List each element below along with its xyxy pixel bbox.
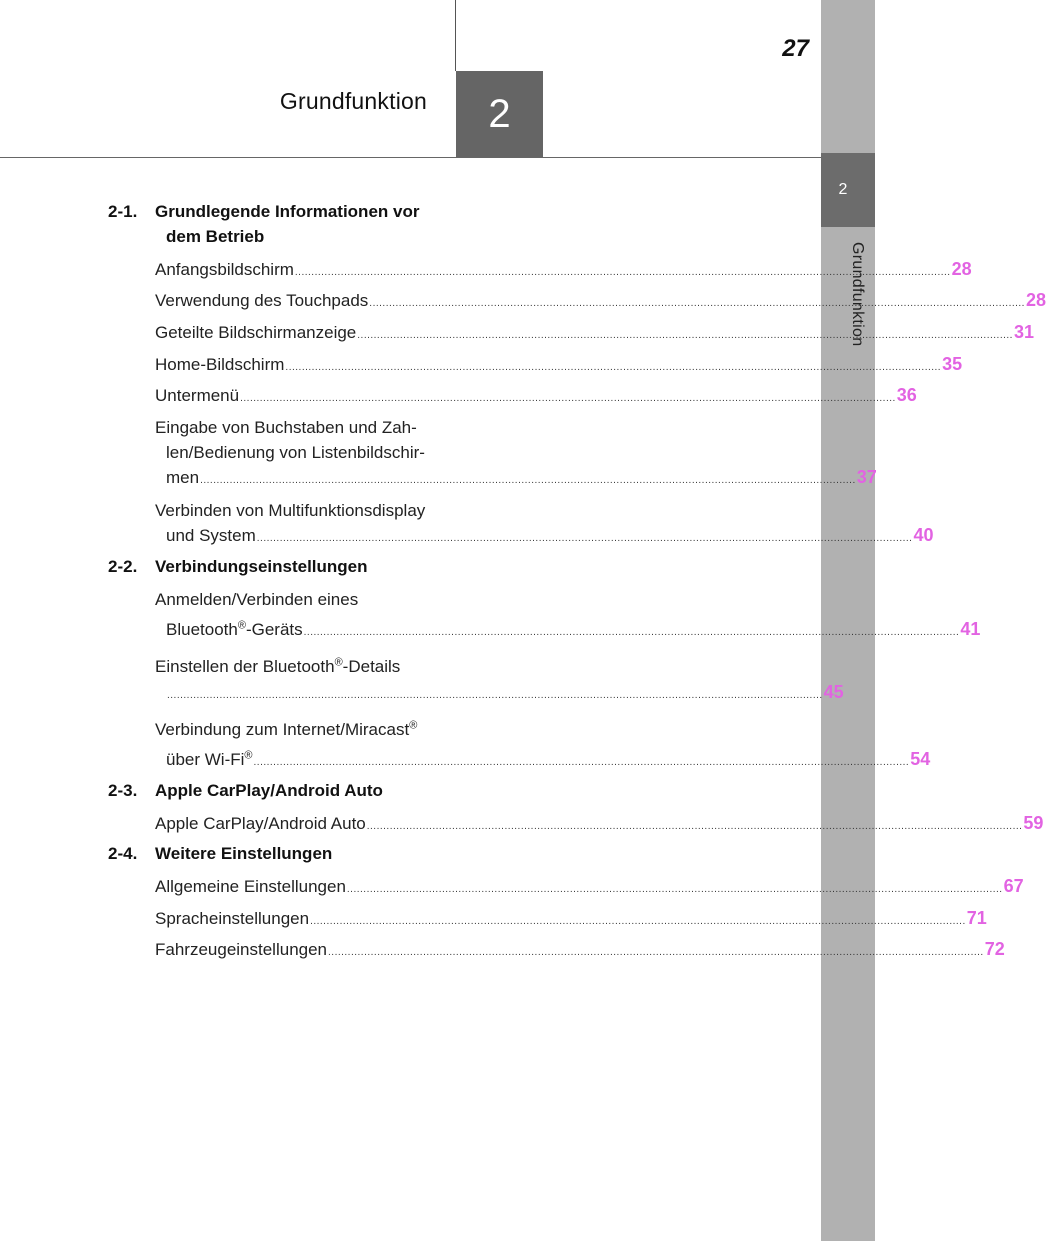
leader-dots: ........................................................................................................................................................................................................ xyxy=(346,884,1003,895)
toc-entry-text: und System xyxy=(166,526,256,545)
section-title: Apple CarPlay/Android Auto xyxy=(155,781,383,800)
toc-entry-text: Verbindung zum Internet/Miracast® xyxy=(155,719,418,739)
toc-page-link[interactable]: 37 xyxy=(856,467,877,487)
toc-entry-text: Einstellen der Bluetooth®-Details xyxy=(155,656,401,676)
toc-entry[interactable] xyxy=(155,415,877,490)
toc-entry-text: Fahrzeugeinstellungen xyxy=(155,940,328,959)
toc-page-link[interactable]: 35 xyxy=(942,354,963,374)
toc-entry[interactable] xyxy=(155,811,1044,836)
toc-entry-text: Apple CarPlay/Android Auto xyxy=(155,814,366,833)
leader-dots: ........................................................................................................................................................................................................ xyxy=(167,690,823,701)
toc-entry[interactable] xyxy=(155,587,981,642)
toc-page-link[interactable]: 71 xyxy=(966,908,987,928)
toc-page-link[interactable]: 67 xyxy=(1003,876,1024,896)
toc-entry[interactable] xyxy=(155,654,844,705)
leader-dots: ........................................................................................................................................................................................................ xyxy=(366,821,1023,832)
leader-dots: ........................................................................................................................................................................................................ xyxy=(310,916,966,927)
side-chapter-tab[interactable]: 2 xyxy=(821,153,875,227)
toc-entry[interactable] xyxy=(155,498,934,548)
side-chapter-label: Grundfunktion xyxy=(849,242,866,347)
section-title: Grundlegende Informationen vor xyxy=(155,202,420,221)
leader-dots: ........................................................................................................................................................................................................ xyxy=(357,330,1013,341)
leader-dots: ........................................................................................................................................................................................................ xyxy=(240,393,896,404)
toc-page-link[interactable]: 72 xyxy=(984,939,1005,959)
toc-page-link[interactable]: 40 xyxy=(913,525,934,545)
toc-entry[interactable] xyxy=(155,257,972,282)
toc-entry-text: Untermenü xyxy=(155,386,240,405)
toc-entry-text: len/Bedienung von Listenbildschir- xyxy=(166,443,425,462)
leader-dots: ........................................................................................................................................................................................................ xyxy=(285,362,942,373)
toc-entry[interactable] xyxy=(155,288,1046,313)
page-number: 27 xyxy=(782,35,809,62)
toc-page-link[interactable]: 59 xyxy=(1023,813,1044,833)
toc-entry-text: Bluetooth®-Geräts xyxy=(166,619,303,639)
toc-entry[interactable] xyxy=(155,717,931,772)
leader-dots: ........................................................................................................................................................................................................ xyxy=(256,533,913,544)
leader-dots: ........................................................................................................................................................................................................ xyxy=(303,627,960,638)
toc-entry-text: Anmelden/Verbinden eines xyxy=(155,590,359,609)
section-number: 2-3. xyxy=(108,781,138,800)
section-title: Verbindungseinstellungen xyxy=(155,557,368,576)
toc-entry[interactable] xyxy=(155,383,917,408)
toc-entry-text: Home-Bildschirm xyxy=(155,355,285,374)
toc-page-link[interactable]: 54 xyxy=(910,749,931,769)
toc-entry-text: über Wi-Fi® xyxy=(166,749,253,769)
chapter-number-box: 2 xyxy=(456,71,543,157)
toc-entry-text: Geteilte Bildschirmanzeige xyxy=(155,323,357,342)
toc-entry[interactable] xyxy=(155,906,987,931)
toc-entry[interactable] xyxy=(155,352,963,377)
toc-entry-text: Spracheinstellungen xyxy=(155,909,310,928)
toc-page-link[interactable]: 28 xyxy=(951,259,972,279)
toc-entry-text: Anfangsbildschirm xyxy=(155,260,294,279)
toc-entry-text: Eingabe von Buchstaben und Zah- xyxy=(155,418,417,437)
chapter-title: Grundfunktion xyxy=(279,88,427,114)
toc-entry-text: men xyxy=(166,468,200,487)
section-number: 2-2. xyxy=(108,557,138,576)
toc-entry-text: Allgemeine Einstellungen xyxy=(155,877,346,896)
leader-dots: ........................................................................................................................................................................................................ xyxy=(328,947,984,958)
toc-page-link[interactable]: 41 xyxy=(960,619,981,639)
toc-entry-text: Verbinden von Multifunktionsdisplay xyxy=(155,501,426,520)
leader-dots: ........................................................................................................................................................................................................ xyxy=(253,757,910,768)
leader-dots: ........................................................................................................................................................................................................ xyxy=(294,267,951,278)
leader-dots: ........................................................................................................................................................................................................ xyxy=(369,298,1025,309)
toc-entry[interactable] xyxy=(155,937,1005,962)
toc-entry-text: Verwendung des Touchpads xyxy=(155,291,369,310)
toc-page-link[interactable]: 36 xyxy=(896,385,917,405)
toc-page-link[interactable]: 45 xyxy=(823,682,844,702)
section-number: 2-1. xyxy=(108,202,138,221)
toc-entry[interactable] xyxy=(155,874,1024,899)
leader-dots: ........................................................................................................................................................................................................ xyxy=(200,475,856,486)
section-number: 2-4. xyxy=(108,844,138,863)
toc-page-link[interactable]: 31 xyxy=(1013,322,1034,342)
section-title: dem Betrieb xyxy=(166,227,265,246)
toc-entry[interactable] xyxy=(155,320,1034,345)
toc-page-link[interactable]: 28 xyxy=(1025,290,1046,310)
section-title: Weitere Einstellungen xyxy=(155,844,333,863)
